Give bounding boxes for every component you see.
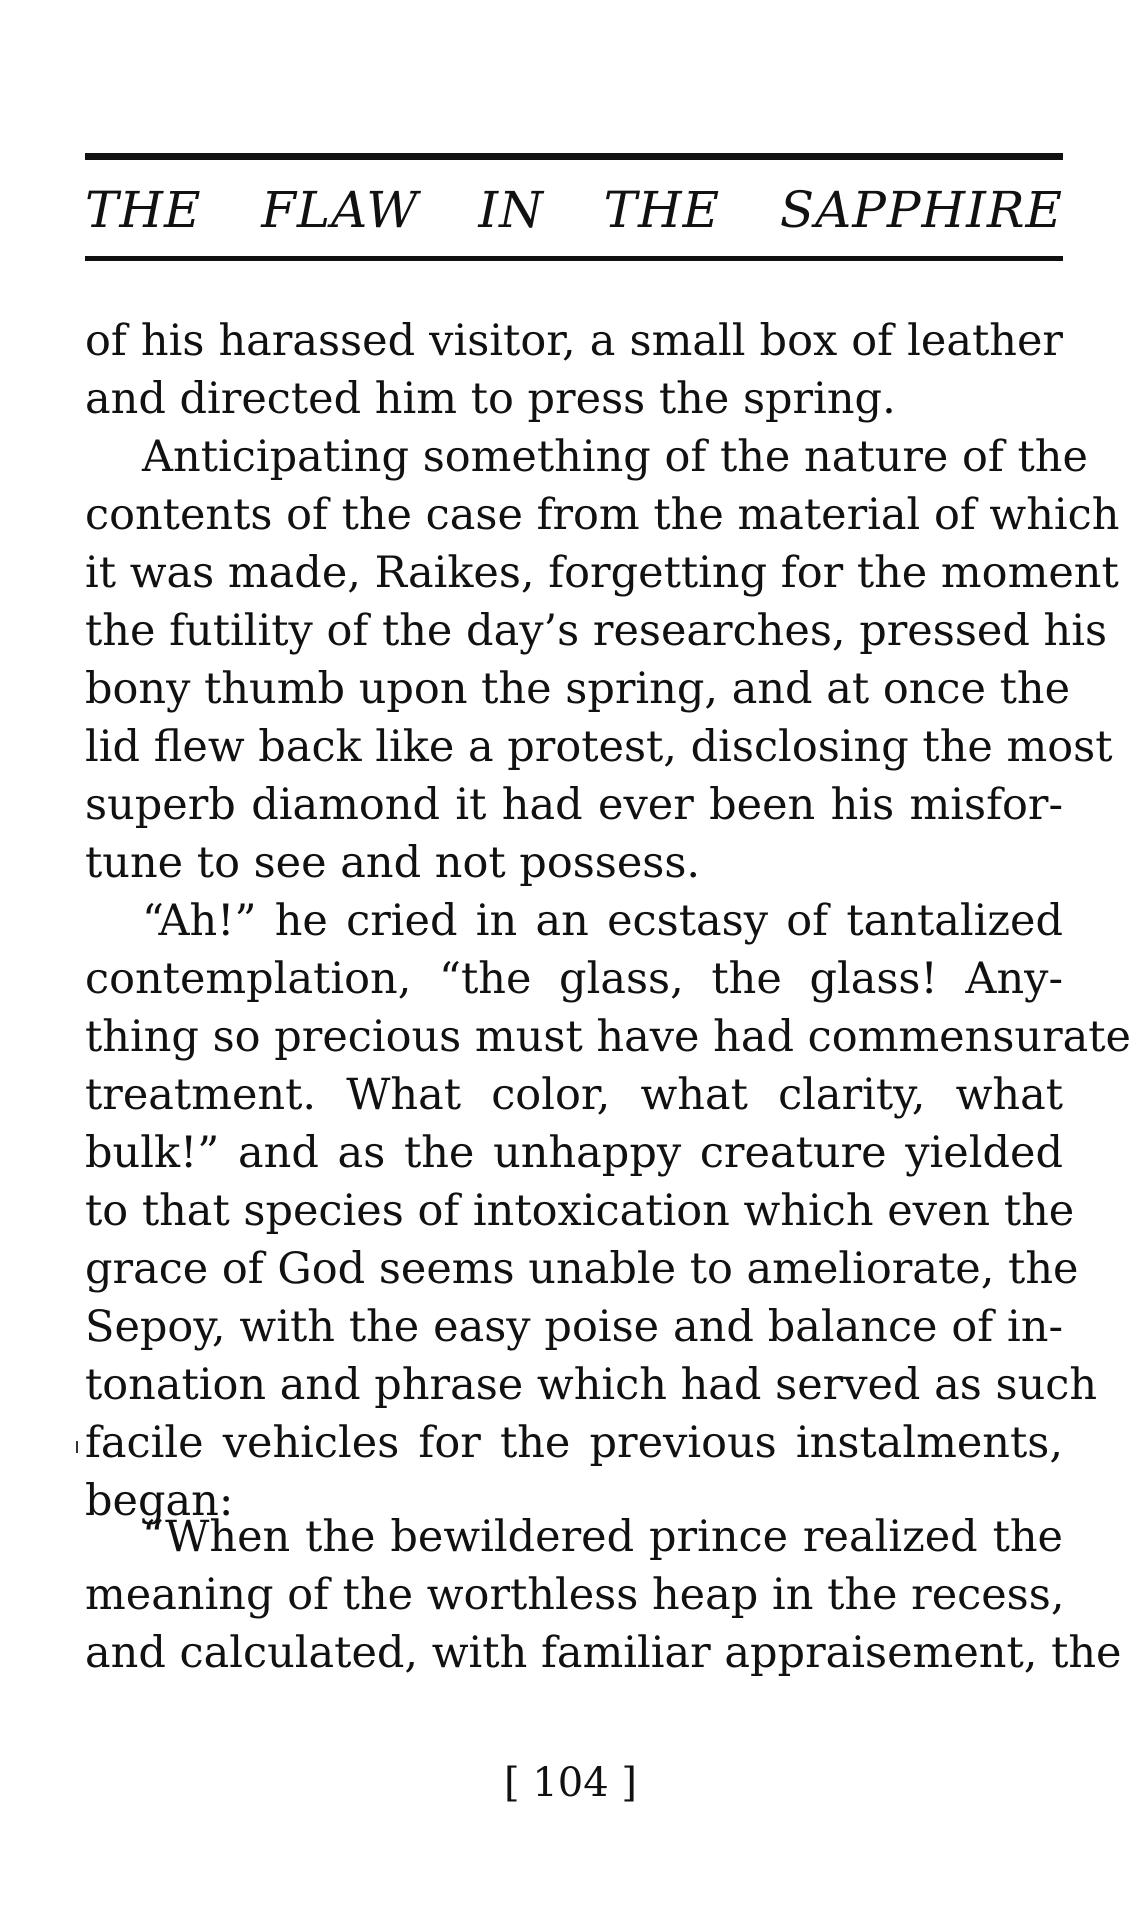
text-line: contemplation, “the glass, the glass! Any- bbox=[85, 954, 1063, 1004]
text-line: tonation and phrase which had served as such bbox=[85, 1360, 1098, 1410]
text-line: and directed him to press the spring. bbox=[85, 374, 896, 424]
text-line: the futility of the day’s researches, pressed his bbox=[85, 606, 1108, 656]
text-line: contents of the case from the material of which bbox=[85, 490, 1120, 540]
stray-mark bbox=[76, 1441, 78, 1453]
page-number: [ 104 ] bbox=[504, 1760, 637, 1806]
text-line: facile vehicles for the previous instalments, bbox=[85, 1418, 1063, 1468]
text-line: to that species of intoxication which even the bbox=[85, 1186, 1075, 1236]
text-line: superb diamond it had ever been his misfor- bbox=[85, 780, 1063, 830]
header-rule-top bbox=[85, 153, 1063, 160]
body-text-top bbox=[85, 312, 1132, 1530]
running-head: THE FLAW IN THE SAPPHIRE bbox=[85, 181, 1063, 239]
text-line: grace of God seems unable to ameliorate, the bbox=[85, 1244, 1079, 1294]
text-line: bulk!” and as the unhappy creature yielded bbox=[85, 1128, 1063, 1178]
text-line: Sepoy, with the easy poise and balance of in- bbox=[85, 1302, 1063, 1352]
text-line: of his harassed visitor, a small box of leather bbox=[85, 316, 1063, 366]
header-rule-bottom bbox=[85, 256, 1063, 261]
text-line: thing so precious must have had commensurate bbox=[85, 1012, 1132, 1062]
text-line: lid flew back like a protest, disclosing the most bbox=[85, 722, 1113, 772]
text-line: bony thumb upon the spring, and at once the bbox=[85, 664, 1071, 714]
text-line: “Ah!” he cried in an ecstasy of tantalized bbox=[142, 896, 1063, 946]
body-text-bottom bbox=[85, 1508, 1122, 1682]
text-line: began: bbox=[85, 1476, 234, 1526]
text-line: “When the bewildered prince realized the bbox=[142, 1512, 1063, 1562]
text-line: treatment. What color, what clarity, what bbox=[85, 1070, 1063, 1120]
text-line: meaning of the worthless heap in the recess, bbox=[85, 1570, 1065, 1620]
text-line: tune to see and not possess. bbox=[85, 838, 701, 888]
text-line: it was made, Raikes, forgetting for the moment bbox=[85, 548, 1119, 598]
text-line: and calculated, with familiar appraisement, the bbox=[85, 1628, 1122, 1678]
text-line: Anticipating something of the nature of the bbox=[142, 432, 1088, 482]
